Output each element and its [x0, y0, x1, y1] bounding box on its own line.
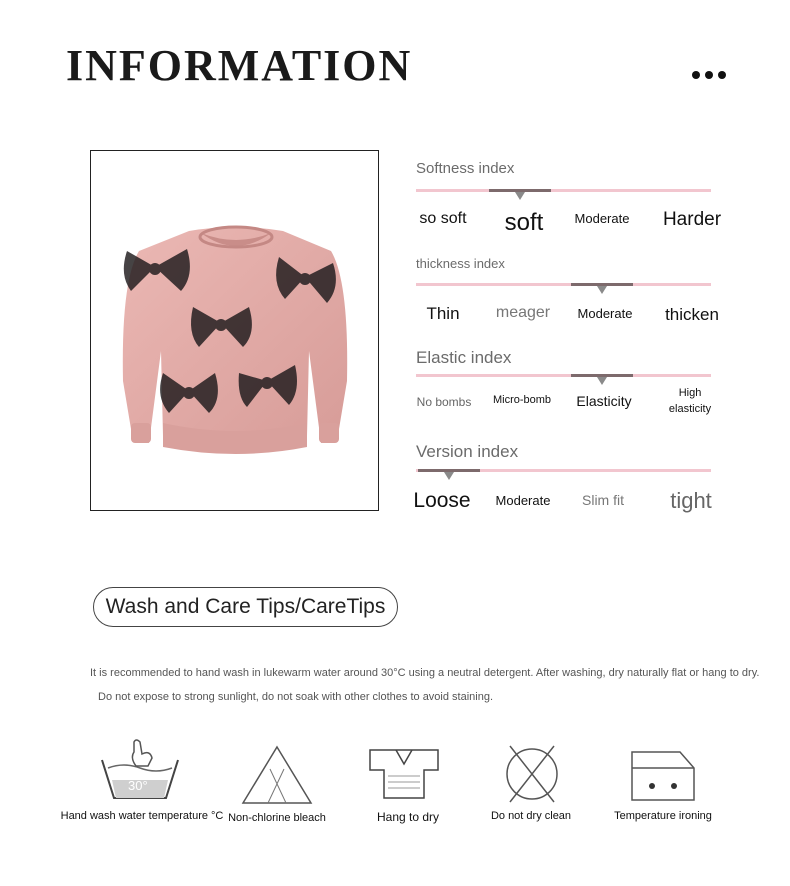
care-icon-label: Temperature ironing	[614, 810, 712, 822]
version-option: Moderate	[495, 493, 551, 508]
version-option-selected: Loose	[413, 489, 471, 512]
version-option: tight	[670, 488, 712, 513]
softness-option: Harder	[662, 209, 722, 230]
thickness-index-label: thickness index	[416, 256, 505, 271]
care-icon-label: Non-chlorine bleach	[228, 812, 326, 824]
wash-temperature: 30°	[128, 778, 148, 793]
version-index-bar	[416, 469, 711, 472]
care-text-line-1: It is recommended to hand wash in lukewarm water around 30°C using a neutral detergent. After washing, dry naturally flat or hang to dry.	[90, 667, 760, 679]
softness-option: Moderate	[574, 211, 630, 226]
shirt-hanging-icon	[368, 746, 440, 802]
elastic-option: Micro-bomb	[492, 394, 552, 406]
softness-index	[416, 160, 722, 240]
thickness-index-bar	[416, 283, 711, 286]
softness-option: so soft	[419, 210, 467, 227]
thickness-option: meager	[495, 304, 551, 321]
thickness-option-selected: Moderate	[577, 306, 633, 321]
thickness-index	[416, 256, 719, 328]
elastic-option: No bombs	[416, 395, 472, 409]
thickness-pointer-icon	[597, 286, 607, 294]
elastic-index	[416, 348, 712, 420]
care-tips-heading: Wash and Care Tips/CareTips	[93, 587, 398, 627]
page-title: INFORMATION	[66, 41, 413, 90]
elastic-pointer-icon	[597, 377, 607, 385]
softness-option-selected: soft	[504, 209, 544, 236]
version-pointer-icon	[444, 472, 454, 480]
more-menu-icon[interactable]	[692, 71, 726, 79]
care-icon-label: Do not dry clean	[490, 810, 572, 822]
iron-icon	[630, 750, 696, 802]
sweatshirt-illustration	[91, 151, 379, 511]
elastic-option-selected: Elasticity	[576, 393, 632, 409]
version-option: Slim fit	[582, 492, 624, 508]
thickness-option: thicken	[665, 305, 719, 324]
product-image	[90, 150, 379, 511]
softness-pointer-icon	[515, 192, 525, 200]
care-text-line-2: Do not expose to strong sunlight, do not soak with other clothes to avoid staining.	[98, 691, 494, 703]
care-icon-label: Hang to dry	[376, 810, 440, 824]
hand-wash-icon	[100, 738, 180, 804]
elastic-index-bar	[416, 374, 711, 377]
version-index-label: Version index	[416, 442, 519, 461]
elastic-option: High elasticity	[668, 387, 712, 415]
thickness-option: Thin	[426, 304, 460, 323]
softness-index-bar	[416, 189, 711, 192]
softness-index-label: Softness index	[416, 160, 515, 177]
no-dry-clean-icon	[502, 744, 562, 804]
bleach-triangle-icon	[240, 744, 314, 806]
elastic-index-label: Elastic index	[416, 348, 512, 367]
version-index	[413, 442, 712, 522]
care-icon-label: Hand wash water temperature °C	[60, 810, 224, 822]
